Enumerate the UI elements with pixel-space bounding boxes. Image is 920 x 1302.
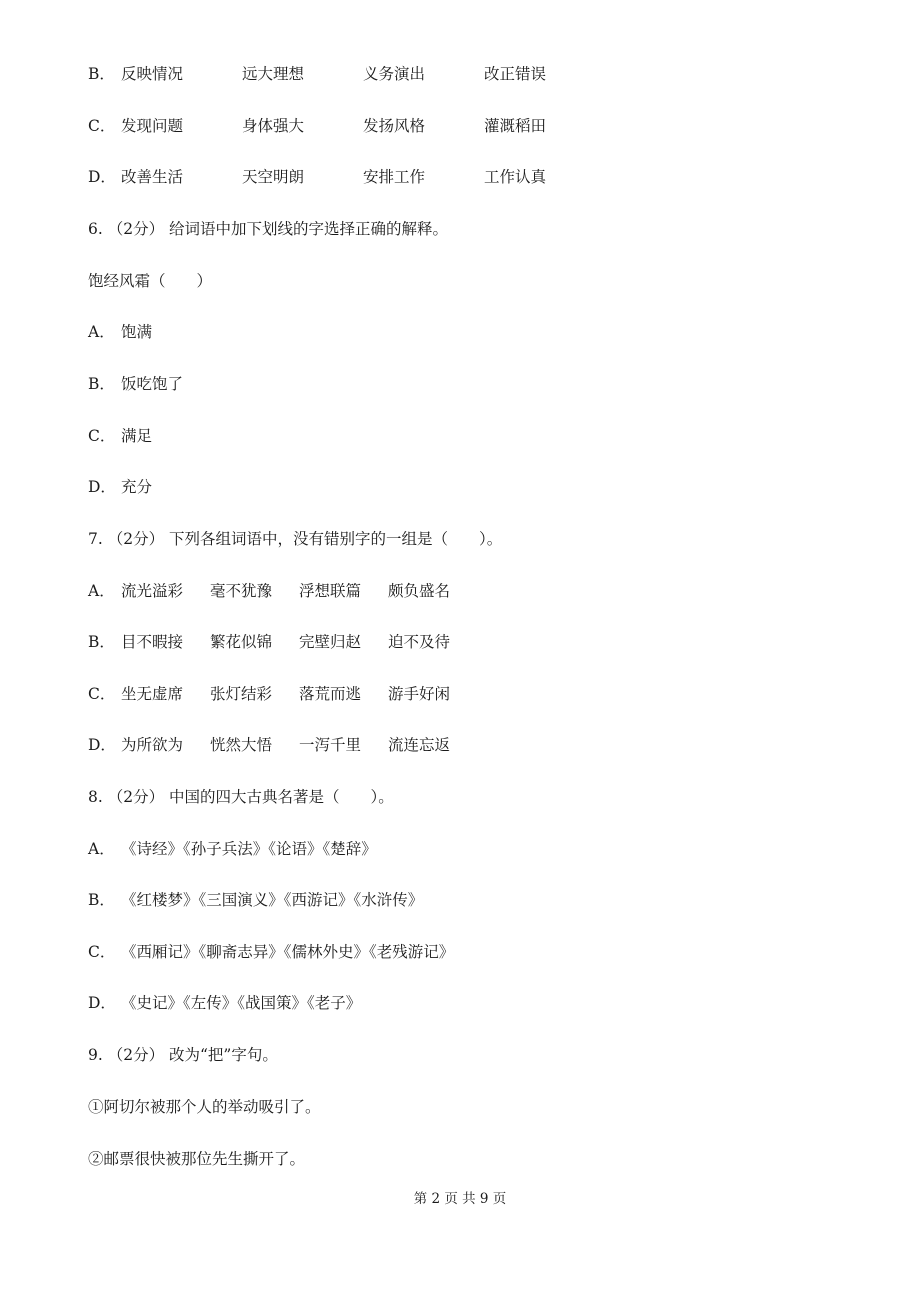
- q9-header: 9. （2分） 改为“把”字句。: [88, 1046, 278, 1064]
- option-letter: C．: [88, 943, 116, 961]
- q6-prompt: 饱经风霜（ ）: [88, 272, 213, 290]
- word: 反映情况: [121, 65, 184, 83]
- word: 繁花似锦: [210, 633, 273, 651]
- q7-option-b: [88, 632, 450, 652]
- q7-option-a: [88, 581, 450, 601]
- q8-option-d: [88, 993, 361, 1013]
- q6-option-b: [88, 374, 183, 394]
- word: 流光溢彩: [121, 582, 184, 600]
- option-text: 充分: [121, 478, 153, 496]
- word: 浮想联篇: [299, 582, 362, 600]
- word: 远大理想: [242, 65, 305, 83]
- option-text: 《诗经》《孙子兵法》《论语》《楚辞》: [121, 840, 377, 858]
- option-letter: C．: [88, 117, 116, 135]
- q5-option-c: [88, 116, 546, 136]
- q5-option-b: [88, 64, 546, 84]
- q7-header: 7. （2分） 下列各组词语中，没有错别字的一组是（ ）。: [88, 530, 503, 548]
- word: 迫不及待: [388, 633, 451, 651]
- word: 改正错误: [484, 65, 547, 83]
- q6-option-d: [88, 477, 152, 497]
- word: 发扬风格: [363, 117, 426, 135]
- q9-item-2: ②邮票很快被那位先生撕开了。: [88, 1150, 306, 1168]
- option-letter: D．: [88, 736, 116, 754]
- option-text: 饭吃饱了: [121, 375, 184, 393]
- option-letter: B．: [88, 633, 115, 651]
- option-text: 《红楼梦》《三国演义》《西游记》《水浒传》: [121, 891, 424, 909]
- q6-option-c: [88, 426, 152, 446]
- option-letter: D．: [88, 478, 116, 496]
- word: 恍然大悟: [210, 736, 273, 754]
- option-text: 《史记》《左传》《战国策》《老子》: [121, 994, 362, 1012]
- option-letter: A．: [88, 323, 115, 341]
- word: 目不暇接: [121, 633, 184, 651]
- option-letter: A．: [88, 582, 115, 600]
- q8-option-a: [88, 839, 377, 859]
- word: 工作认真: [484, 168, 547, 186]
- option-letter: B．: [88, 65, 115, 83]
- word: 完壁归赵: [299, 633, 362, 651]
- option-letter: A．: [88, 840, 115, 858]
- word: 颇负盛名: [388, 582, 451, 600]
- word: 改善生活: [121, 168, 184, 186]
- word: 坐无虚席: [121, 685, 184, 703]
- option-letter: D．: [88, 994, 116, 1012]
- page-footer: 第 2 页 共 9 页: [413, 1191, 507, 1207]
- q6-option-a: [88, 322, 152, 342]
- word: 游手好闲: [388, 685, 451, 703]
- q8-option-c: [88, 942, 454, 962]
- word: 发现问题: [121, 117, 184, 135]
- word: 落荒而逃: [299, 685, 362, 703]
- q9-item-1: ①阿切尔被那个人的举动吸引了。: [88, 1098, 321, 1116]
- option-text: 满足: [121, 427, 153, 445]
- word: 流连忘返: [388, 736, 451, 754]
- option-letter: B．: [88, 375, 115, 393]
- word: 毫不犹豫: [210, 582, 273, 600]
- q7-option-c: [88, 684, 450, 704]
- option-text: 饱满: [121, 323, 153, 341]
- q8-option-b: [88, 890, 423, 910]
- q8-header: 8. （2分） 中国的四大古典名著是（ ）。: [88, 788, 394, 806]
- option-letter: C．: [88, 427, 116, 445]
- word: 为所欲为: [121, 736, 184, 754]
- word: 身体强大: [242, 117, 305, 135]
- option-text: 《西厢记》《聊斋志异》《儒林外史》《老残游记》: [121, 943, 455, 961]
- option-letter: D．: [88, 168, 116, 186]
- word: 义务演出: [363, 65, 426, 83]
- word: 张灯结彩: [210, 685, 273, 703]
- word: 灌溉稻田: [484, 117, 547, 135]
- q7-option-d: [88, 735, 450, 755]
- option-letter: B．: [88, 891, 115, 909]
- q5-option-d: [88, 167, 546, 187]
- word: 一泻千里: [299, 736, 362, 754]
- word: 天空明朗: [242, 168, 305, 186]
- word: 安排工作: [363, 168, 426, 186]
- q6-header: 6. （2分） 给词语中加下划线的字选择正确的解释。: [88, 220, 449, 238]
- option-letter: C．: [88, 685, 116, 703]
